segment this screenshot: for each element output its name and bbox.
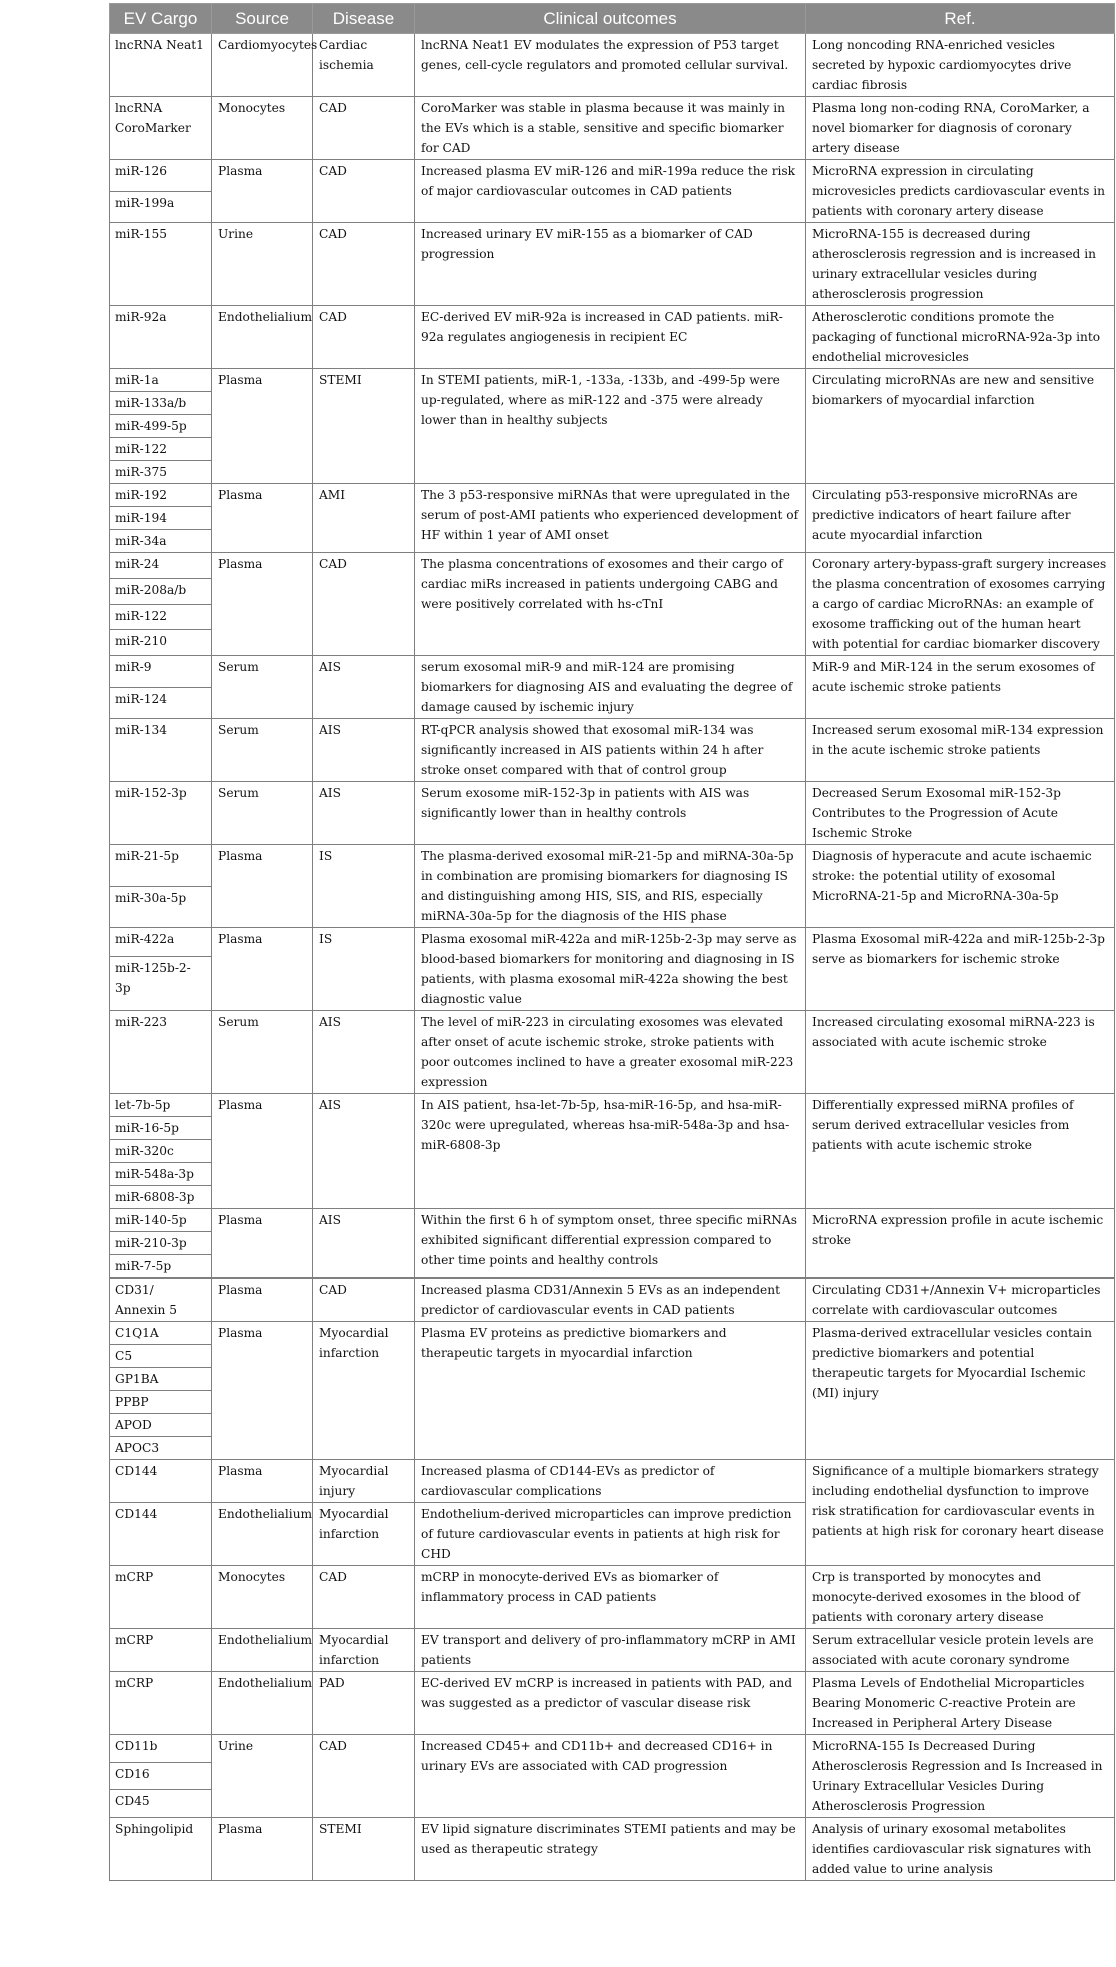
table-row	[110, 553, 1115, 579]
header-clinical-outcomes: Clinical outcomes	[415, 4, 806, 34]
cell-disease: IS	[313, 928, 415, 1011]
cell-disease: CAD	[313, 97, 415, 160]
cell-ev-cargo: miR-124	[110, 687, 212, 719]
cell-clinical-outcome: EC-derived EV miR-92a is increased in CAD patients. miR-92a regulates angiogenesis in recipient EC	[415, 306, 806, 369]
table-row	[110, 1818, 1115, 1881]
cell-ref: Analysis of urinary exosomal metabolites identifies cardiovascular risk signatures with added value to urine analysis	[806, 1818, 1115, 1881]
cell-ev-cargo: miR-152-3p	[110, 782, 212, 845]
cell-disease: CAD	[313, 1735, 415, 1818]
cell-ev-cargo: let-7b-5p	[110, 1094, 212, 1117]
table-row	[110, 928, 1115, 957]
cell-source: Plasma	[212, 160, 313, 223]
cell-disease: AIS	[313, 782, 415, 845]
cell-source: Monocytes	[212, 1566, 313, 1629]
cell-ref: MiR-9 and MiR-124 in the serum exosomes of acute ischemic stroke patients	[806, 656, 1115, 719]
table-row	[110, 1460, 1115, 1503]
cell-ev-cargo: CD144	[110, 1503, 212, 1566]
cell-ev-cargo: lncRNA CoroMarker	[110, 97, 212, 160]
cell-ref: Differentially expressed miRNA profiles of serum derived extracellular vesicles from patients with acute ischemic stroke	[806, 1094, 1115, 1209]
table-row	[110, 1209, 1115, 1232]
cell-ev-cargo: miR-122	[110, 438, 212, 461]
cell-source: Plasma	[212, 1322, 313, 1460]
cell-ref: Long noncoding RNA-enriched vesicles secreted by hypoxic cardiomyocytes drive cardiac fibrosis	[806, 34, 1115, 97]
cell-ref: Significance of a multiple biomarkers strategy including endothelial dysfunction to improve risk stratification for cardiovascular events in patients at high risk for coronary heart disease	[806, 1460, 1115, 1566]
cell-clinical-outcome: Increased urinary EV miR-155 as a biomarker of CAD progression	[415, 223, 806, 306]
cell-source: Plasma	[212, 553, 313, 656]
cell-ev-cargo: PPBP	[110, 1391, 212, 1414]
table-row	[110, 34, 1115, 97]
cell-source: Endothelialium	[212, 1629, 313, 1672]
cell-disease: AIS	[313, 1209, 415, 1279]
cell-ev-cargo: miR-133a/b	[110, 392, 212, 415]
table-row	[110, 1011, 1115, 1094]
cell-ref: Plasma Levels of Endothelial Microparticles Bearing Monomeric C-reactive Protein are Increased in Peripheral Artery Disease	[806, 1672, 1115, 1735]
table-row	[110, 369, 1115, 392]
cell-ev-cargo: miR-24	[110, 553, 212, 579]
cell-ref: Increased circulating exosomal miRNA-223 is associated with acute ischemic stroke	[806, 1011, 1115, 1094]
cell-ev-cargo: lncRNA Neat1	[110, 34, 212, 97]
cell-ev-cargo: Sphingolipid	[110, 1818, 212, 1881]
cell-disease: CAD	[313, 223, 415, 306]
cell-source: Plasma	[212, 369, 313, 484]
ev-cargo-table	[109, 3, 1115, 1881]
table-row	[110, 1566, 1115, 1629]
cell-clinical-outcome: Serum exosome miR-152-3p in patients with AIS was significantly lower than in healthy controls	[415, 782, 806, 845]
header-disease: Disease	[313, 4, 415, 34]
header-source: Source	[212, 4, 313, 34]
cell-disease: IS	[313, 845, 415, 928]
cell-ev-cargo: miR-125b-2-3p	[110, 956, 212, 1010]
cell-clinical-outcome: Increased plasma of CD144-EVs as predictor of cardiovascular complications	[415, 1460, 806, 1503]
cell-source: Urine	[212, 1735, 313, 1818]
cell-ev-cargo: miR-208a/b	[110, 578, 212, 604]
cell-ev-cargo: miR-499-5p	[110, 415, 212, 438]
cell-source: Plasma	[212, 1818, 313, 1881]
cell-ev-cargo: miR-155	[110, 223, 212, 306]
cell-ref: MicroRNA-155 is decreased during atherosclerosis regression and is increased in urinary extracellular vesicles during atherosclerosis progression	[806, 223, 1115, 306]
cell-disease: Cardiac ischemia	[313, 34, 415, 97]
table-body	[110, 34, 1115, 1881]
cell-clinical-outcome: EV transport and delivery of pro-inflammatory mCRP in AMI patients	[415, 1629, 806, 1672]
cell-ev-cargo: miR-7-5p	[110, 1255, 212, 1279]
cell-ev-cargo: GP1BA	[110, 1368, 212, 1391]
cell-ev-cargo: CD144	[110, 1460, 212, 1503]
cell-source: Serum	[212, 656, 313, 719]
cell-source: Plasma	[212, 1460, 313, 1503]
cell-ev-cargo: miR-375	[110, 461, 212, 484]
cell-ev-cargo: miR-9	[110, 656, 212, 688]
cell-disease: CAD	[313, 553, 415, 656]
cell-ref: Circulating CD31+/Annexin V+ microparticles correlate with cardiovascular outcomes	[806, 1278, 1115, 1322]
cell-clinical-outcome: Within the first 6 h of symptom onset, three specific miRNAs exhibited significant differential expression compared to other time points and healthy controls	[415, 1209, 806, 1279]
cell-clinical-outcome: CoroMarker was stable in plasma because it was mainly in the EVs which is a stable, sensitive and specific biomarker for CAD	[415, 97, 806, 160]
cell-ev-cargo: miR-122	[110, 604, 212, 630]
cell-ref: Coronary artery-bypass-graft surgery increases the plasma concentration of exosomes carrying a cargo of cardiac MicroRNAs: an example of exosome trafficking out of the human heart with potential for cardiac biomarker discovery	[806, 553, 1115, 656]
cell-disease: AIS	[313, 656, 415, 719]
cell-ref: Increased serum exosomal miR-134 expression in the acute ischemic stroke patients	[806, 719, 1115, 782]
cell-source: Plasma	[212, 1094, 313, 1209]
cell-clinical-outcome: The level of miR-223 in circulating exosomes was elevated after onset of acute ischemic stroke, stroke patients with poor outcomes inclined to have a greater exosomal miR-223 expression	[415, 1011, 806, 1094]
cell-source: Plasma	[212, 1278, 313, 1322]
cell-ev-cargo: miR-548a-3p	[110, 1163, 212, 1186]
cell-disease: Myocardial injury	[313, 1460, 415, 1503]
cell-ref: Decreased Serum Exosomal miR-152-3p Contributes to the Progression of Acute Ischemic Stroke	[806, 782, 1115, 845]
table-row	[110, 1735, 1115, 1763]
cell-disease: STEMI	[313, 369, 415, 484]
cell-ref: Circulating p53-responsive microRNAs are predictive indicators of heart failure after acute myocardial infarction	[806, 484, 1115, 553]
cell-ev-cargo: mCRP	[110, 1672, 212, 1735]
header-ref: Ref.	[806, 4, 1115, 34]
cell-ev-cargo: CD11b	[110, 1735, 212, 1763]
cell-clinical-outcome: Increased CD45+ and CD11b+ and decreased CD16+ in urinary EVs are associated with CAD progression	[415, 1735, 806, 1818]
cell-ref: Diagnosis of hyperacute and acute ischaemic stroke: the potential utility of exosomal MicroRNA-21-5p and MicroRNA-30a-5p	[806, 845, 1115, 928]
cell-clinical-outcome: EV lipid signature discriminates STEMI patients and may be used as therapeutic strategy	[415, 1818, 806, 1881]
cell-ev-cargo: miR-134	[110, 719, 212, 782]
cell-ev-cargo: CD31/ Annexin 5	[110, 1278, 212, 1322]
table-header	[110, 4, 1115, 34]
cell-source: Serum	[212, 1011, 313, 1094]
table-row	[110, 656, 1115, 688]
table-row	[110, 97, 1115, 160]
cell-ev-cargo: miR-223	[110, 1011, 212, 1094]
cell-ev-cargo: miR-140-5p	[110, 1209, 212, 1232]
cell-disease: AIS	[313, 719, 415, 782]
cell-clinical-outcome: RT-qPCR analysis showed that exosomal miR-134 was significantly increased in AIS patients within 24 h after stroke onset compared with that of control group	[415, 719, 806, 782]
table-row	[110, 1278, 1115, 1322]
cell-clinical-outcome: The plasma concentrations of exosomes and their cargo of cardiac miRs increased in patients undergoing CABG and were positively correlated with hs-cTnI	[415, 553, 806, 656]
table-row	[110, 1629, 1115, 1672]
cell-disease: AIS	[313, 1094, 415, 1209]
cell-disease: CAD	[313, 306, 415, 369]
cell-ev-cargo: CD45	[110, 1790, 212, 1818]
cell-disease: Myocardial infarction	[313, 1322, 415, 1460]
cell-ev-cargo: C1Q1A	[110, 1322, 212, 1345]
cell-disease: AMI	[313, 484, 415, 553]
cell-ref: Crp is transported by monocytes and monocyte-derived exosomes in the blood of patients with coronary artery disease	[806, 1566, 1115, 1629]
cell-ref: MicroRNA expression profile in acute ischemic stroke	[806, 1209, 1115, 1279]
cell-ev-cargo: miR-210-3p	[110, 1232, 212, 1255]
cell-source: Urine	[212, 223, 313, 306]
cell-ref: Serum extracellular vesicle protein levels are associated with acute coronary syndrome	[806, 1629, 1115, 1672]
table-row	[110, 306, 1115, 369]
cell-ev-cargo: miR-21-5p	[110, 845, 212, 887]
cell-source: Endothelialium	[212, 306, 313, 369]
cell-ev-cargo: APOC3	[110, 1437, 212, 1460]
cell-disease: CAD	[313, 1566, 415, 1629]
cell-disease: Myocardial infarction	[313, 1503, 415, 1566]
cell-clinical-outcome: Plasma exosomal miR-422a and miR-125b-2-3p may serve as blood-based biomarkers for monitoring and diagnosing in IS patients, with plasma exosomal miR-422a showing the best diagnostic value	[415, 928, 806, 1011]
cell-ev-cargo: APOD	[110, 1414, 212, 1437]
cell-source: Plasma	[212, 1209, 313, 1279]
cell-source: Monocytes	[212, 97, 313, 160]
table-row	[110, 845, 1115, 887]
cell-source: Plasma	[212, 484, 313, 553]
table-row	[110, 1322, 1115, 1345]
cell-clinical-outcome: mCRP in monocyte-derived EVs as biomarker of inflammatory process in CAD patients	[415, 1566, 806, 1629]
header-ev-cargo: EV Cargo	[110, 4, 212, 34]
cell-source: Cardiomyocytes	[212, 34, 313, 97]
cell-ev-cargo: miR-1a	[110, 369, 212, 392]
cell-ev-cargo: miR-6808-3p	[110, 1186, 212, 1209]
table-row	[110, 484, 1115, 507]
ev-cargo-table-container	[109, 3, 1114, 1881]
cell-clinical-outcome: serum exosomal miR-9 and miR-124 are promising biomarkers for diagnosing AIS and evaluating the degree of damage caused by ischemic injury	[415, 656, 806, 719]
cell-ev-cargo: miR-194	[110, 507, 212, 530]
cell-clinical-outcome: The plasma-derived exosomal miR-21-5p and miRNA-30a-5p in combination are promising biomarkers for diagnosing IS and distinguishing among HIS, SIS, and RIS, especially miRNA-30a-5p for the diagnosis of the HIS phase	[415, 845, 806, 928]
cell-ev-cargo: miR-92a	[110, 306, 212, 369]
cell-clinical-outcome: Plasma EV proteins as predictive biomarkers and therapeutic targets in myocardial infarction	[415, 1322, 806, 1460]
cell-ev-cargo: miR-34a	[110, 530, 212, 553]
table-row	[110, 1094, 1115, 1117]
cell-clinical-outcome: Increased plasma CD31/Annexin 5 EVs as an independent predictor of cardiovascular events in CAD patients	[415, 1278, 806, 1322]
cell-disease: PAD	[313, 1672, 415, 1735]
cell-disease: AIS	[313, 1011, 415, 1094]
cell-ref: MicroRNA-155 Is Decreased During Atherosclerosis Regression and Is Increased in Urinary Extracellular Vesicles During Atherosclerosis Progression	[806, 1735, 1115, 1818]
cell-source: Plasma	[212, 928, 313, 1011]
cell-clinical-outcome: In AIS patient, hsa-let-7b-5p, hsa-miR-16-5p, and hsa-miR-320c were upregulated, whereas hsa-miR-548a-3p and hsa-miR-6808-3p	[415, 1094, 806, 1209]
table-row	[110, 719, 1115, 782]
cell-clinical-outcome: lncRNA Neat1 EV modulates the expression of P53 target genes, cell-cycle regulators and promoted cellular survival.	[415, 34, 806, 97]
cell-ev-cargo: miR-30a-5p	[110, 886, 212, 928]
cell-ev-cargo: C5	[110, 1345, 212, 1368]
cell-ref: MicroRNA expression in circulating microvesicles predicts cardiovascular events in patients with coronary artery disease	[806, 160, 1115, 223]
cell-ref: Plasma long non-coding RNA, CoroMarker, a novel biomarker for diagnosis of coronary artery disease	[806, 97, 1115, 160]
cell-disease: CAD	[313, 1278, 415, 1322]
cell-source: Serum	[212, 782, 313, 845]
table-row	[110, 782, 1115, 845]
cell-ev-cargo: miR-192	[110, 484, 212, 507]
cell-ev-cargo: miR-126	[110, 160, 212, 192]
table-row	[110, 1672, 1115, 1735]
table-row	[110, 223, 1115, 306]
cell-ref: Circulating microRNAs are new and sensitive biomarkers of myocardial infarction	[806, 369, 1115, 484]
cell-ev-cargo: miR-16-5p	[110, 1117, 212, 1140]
cell-disease: STEMI	[313, 1818, 415, 1881]
cell-ev-cargo: miR-422a	[110, 928, 212, 957]
cell-clinical-outcome: The 3 p53-responsive miRNAs that were upregulated in the serum of post-AMI patients who experienced development of HF within 1 year of AMI onset	[415, 484, 806, 553]
cell-ev-cargo: miR-199a	[110, 191, 212, 223]
cell-ref: Plasma Exosomal miR-422a and miR-125b-2-3p serve as biomarkers for ischemic stroke	[806, 928, 1115, 1011]
cell-source: Serum	[212, 719, 313, 782]
cell-clinical-outcome: Increased plasma EV miR-126 and miR-199a reduce the risk of major cardiovascular outcomes in CAD patients	[415, 160, 806, 223]
cell-ref: Plasma-derived extracellular vesicles contain predictive biomarkers and potential therapeutic targets for Myocardial Ischemic (MI) injury	[806, 1322, 1115, 1460]
cell-ev-cargo: miR-320c	[110, 1140, 212, 1163]
cell-ev-cargo: mCRP	[110, 1566, 212, 1629]
cell-source: Plasma	[212, 845, 313, 928]
cell-ev-cargo: mCRP	[110, 1629, 212, 1672]
cell-clinical-outcome: In STEMI patients, miR-1, -133a, -133b, and -499-5p were up-regulated, where as miR-122 and -375 were already lower than in healthy subjects	[415, 369, 806, 484]
cell-source: Endothelialium	[212, 1672, 313, 1735]
cell-source: Endothelialium	[212, 1503, 313, 1566]
cell-clinical-outcome: Endothelium-derived microparticles can improve prediction of future cardiovascular events in patients at high risk for CHD	[415, 1503, 806, 1566]
cell-ev-cargo: CD16	[110, 1762, 212, 1790]
table-row	[110, 160, 1115, 192]
cell-ref: Atherosclerotic conditions promote the packaging of functional microRNA-92a-3p into endothelial microvesicles	[806, 306, 1115, 369]
cell-disease: CAD	[313, 160, 415, 223]
cell-ev-cargo: miR-210	[110, 630, 212, 656]
cell-clinical-outcome: EC-derived EV mCRP is increased in patients with PAD, and was suggested as a predictor of vascular disease risk	[415, 1672, 806, 1735]
cell-disease: Myocardial infarction	[313, 1629, 415, 1672]
